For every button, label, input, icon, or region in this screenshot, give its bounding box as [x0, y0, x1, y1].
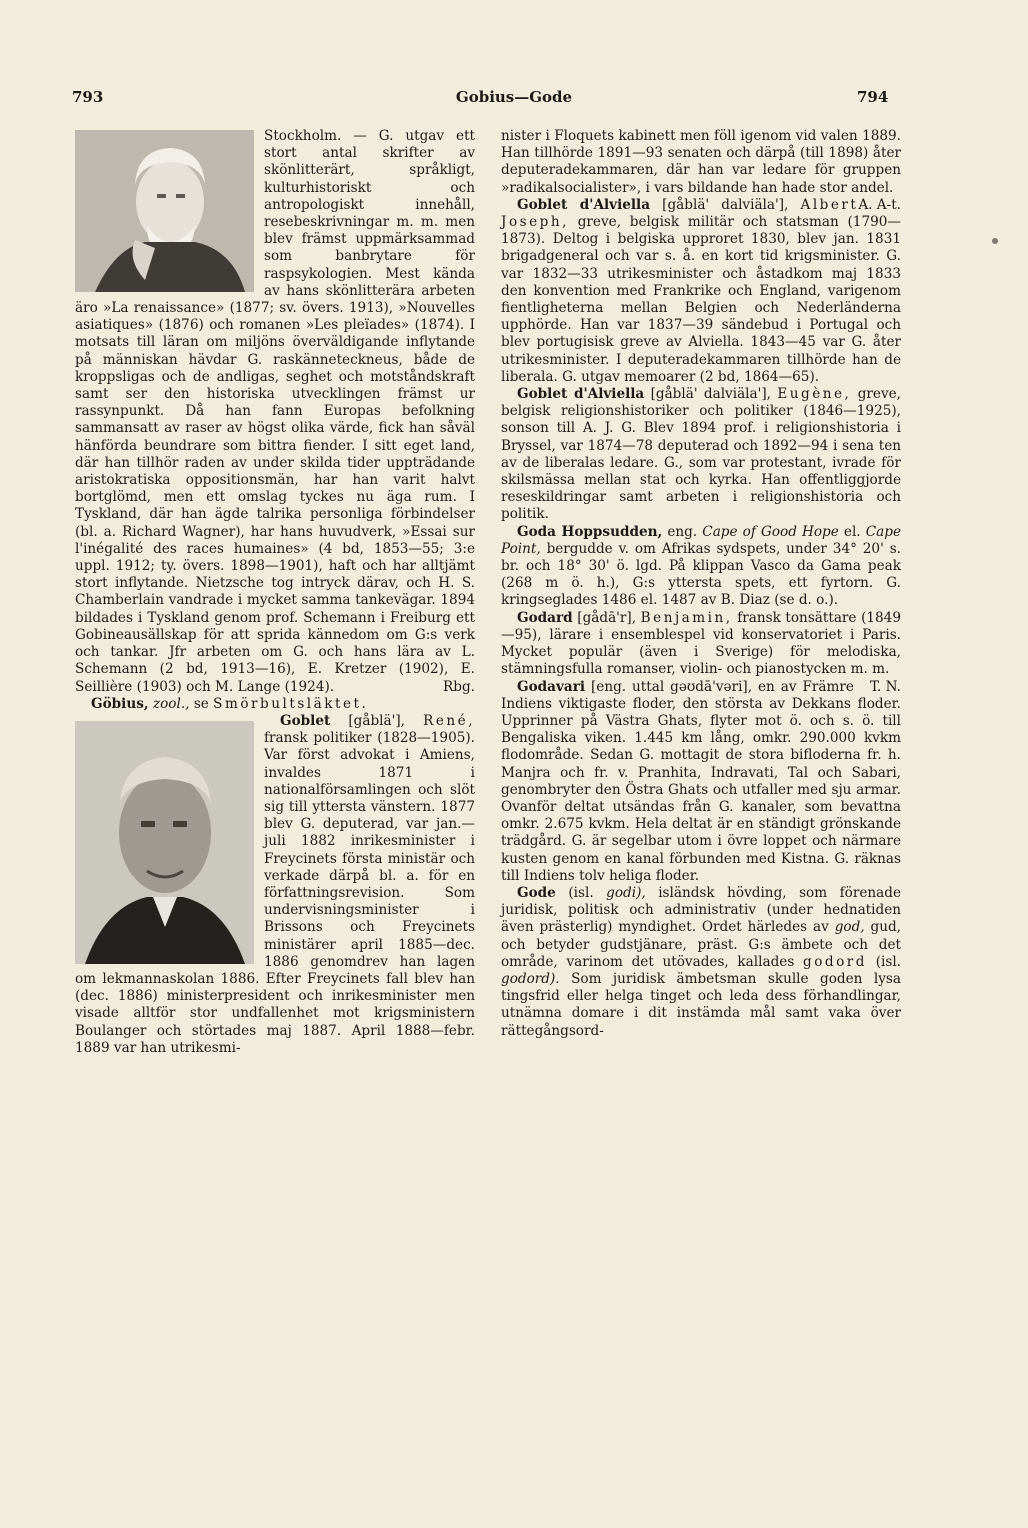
entry-gode: Gode (isl. godi), isländsk hövding, som förenade juridisk, politisk och administrativ (under hednatiden även prästerlig) myndighet. Ordet härledes av god, gud, och betyder gudstjänare, präst. G:s ämbete och det område, varinom det utövades, kallades godord (isl. godord). Som juridisk ämbetsman skulle goden lysa tingsfrid eller helga tinget och leda dess förhandlingar, utnämna domare i dit instämda mål samt vaka över rättegångsord-: [501, 884, 901, 1039]
entry-godavari: Godavari [eng. uttal gǝʊdā'vǝri], en av Främre Indiens viktigaste floder, den största av Dekkans floder. Upprinner på Västra Ghats, flyter mot ö. och s. ö. till Bengaliska viken. 1.445 km lång, omkr. 290.000 kvkm flodområde. Sedan G. mottagit de stora bifloderna fr. h. Manjra och fr. v. Pranhita, Indravati, Tal och Sabari, genombryter den Östra Ghats och utfaller med sju armar. Ovanför deltat utsändas från G. kanaler, som bevattna omkr. 2.675 kvkm. Hela deltat är en ständigt grönskande trädgård. G. är segelbar utom i övre loppet och närmare kusten genom en kanal förbunden med Kistna. G. räknas till Indiens tolv heliga floder.: [501, 678, 901, 884]
entry-gobineau-continued: Stockholm. — G. utgav ett stort antal skrifter av skönlitterärt, språkligt, kulturhistoriskt och antropologiskt innehåll, resebeskrivningar m. m. men blev främst uppmärksammad som banbrytare för raspsykologien. Mest kända av hans skönlitterära arbeten äro »La renaissance» (1877; sv. övers. 1913), »Nouvelles asiatiques» (1876) och romanen »Les pleïades» (1874). I motsats till läran om miljöns överväldigande inflytande på människan hävdar G. raskänneteckneus, både de kroppsligas och de andligas, seghet och motståndskraft samt ser den historiska utvecklingen främst ur rassynpunkt. Då han fann Europas befolkning sammansatt av raser av högst olika värde, fick han såväl hänförda beundrare som bittra fiender. I sitt eget land, där han tillhör raden av under skilda tider uppträdande aristokratiska oppositionsmän, har han varit halvt bortglömd, men ett omslag tyckes nu äga rum. I Tyskland, där han ägde talrika personliga förbindelser (bl. a. Richard Wagner), har hans huvudverk, »Essai sur l'inégalité des races humaines» (4 bd, 1853—55; 3:e uppl. 1912; ty. övers. 1898—1901), haft och har alltjämt stort inflytande. Nietzsche tog intryck därav, och H. S. Chamberlain vandrade i mycket samma tankevägar. 1894 bildades i Tyskland genom prof. Schemann i Freiburg ett Gobineausällskap för att sprida kännedom om G:s verk och tankar. Jfr arbeten om G. och hans lära av L. Schemann (2 bd, 1913—16), E. Kretzer (1902), E. Seillière (1903) och M. Lange (1924). Rbg.: [75, 128, 475, 695]
entry-godard: Godard [gådā'r], Benjamin, fransk tonsättare (1849—95), lärare i ensemblespel vid konservatoriet i Paris. Mycket populär (även i Sverige) för melodiska, stämningsfulla romanser, violin- och pianostycken m. m. T. N.: [501, 609, 901, 695]
right-column: [501, 128, 901, 1040]
entry-goblet-alviella-albert: Goblet d'Alviella [gåblä' dalviäla'], Albert Joseph, greve, belgisk militär och statsman (1790—1873). Deltog i belgiska upproret 1830, blev jan. 1831 brigadgeneral och var s. å. en kort tid krigsminister. G. var 1832—33 utrikesminister och åstadkom maj 1833 den konvention med Frankrike och England, varigenom fientligheterna mellan Belgien och Nederländerna upphörde. Han var 1837—39 sändebud i Portugal och blev portugisisk greve av Alviella. 1843—45 var G. åter utrikesminister. I deputeradekammaren tillhörde han de liberala. G. utgav memoarer (2 bd, 1864—65).: [501, 196, 901, 385]
portrait-goblet-image: [75, 721, 254, 964]
ink-speck: [992, 238, 998, 244]
entry-goblet-rene: Goblet [gåblä'], René, fransk politiker (1828—1905). Var först advokat i Amiens, invaldes 1871 i nationalförsamlingen och slöt sig till yttersta vänstern. 1877 blev G. deputerad, var jan.—juli 1882 inrikesminister i Freycinets första ministär och verkade därpå bl. a. för en författningsrevision. Som undervisningsminister i Brissons och Freycinets ministärer april 1885—dec. 1886 genomdrev han lagen om lekmannaskolan 1886. Efter Freycinets fall blev han (dec. 1886) ministerpresident och inrikesminister men visade alltför stor undfallenhet mot krigsministern Boulanger och störtades maj 1887. April 1888—febr. 1889 var han utrikesmi-: [75, 712, 476, 1056]
left-column: [75, 128, 475, 1057]
entry-goblet-rene-continued: nister i Floquets kabinett men föll igenom vid valen 1889. Han tillhörde 1891—93 senaten och därpå (till 1898) åter deputeradekammaren, där han var ledare för gruppen »radikalsocialister», i vars bildande han hade stor andel. A. A-t.: [501, 128, 901, 213]
running-head: Gobius—Gode: [455, 88, 573, 106]
page-number-left: 793: [72, 88, 104, 106]
entry-goda-hoppsudden: Goda Hoppsudden, eng. Cape of Good Hope el. Cape Point, bergudde v. om Afrikas sydspets, under 34° 20' s. br. och 18° 30' ö. lgd. På klippan Vasco da Gama peak (268 m ö. h.), G:s yttersta spets, ett fyrtorn. G. kringseglades 1486 el. 1487 av B. Diaz (se d. o.).: [501, 523, 901, 609]
entry-gobius: Göbius, zool., se Smörbultsläktet.: [91, 695, 369, 712]
portrait-gobineau-image: [75, 130, 254, 292]
page-number-right: 794: [857, 88, 889, 106]
entry-goblet-alviella-eugene: Goblet d'Alviella [gåblä' dalviäla'], Eugène, greve, belgisk religionshistoriker och politiker (1846—1925), sonson till A. J. G. Blev 1894 prof. i religionshistoria i Bryssel, var 1874—78 deputerad och 1892—94 i sena ten av de liberalas ledare. G., som var protestant, ivrade för skilsmässa mellan stat och kyrka. Han offentliggjorde reseskildringar samt arbeten i religionshistoria och politik.: [501, 386, 901, 523]
